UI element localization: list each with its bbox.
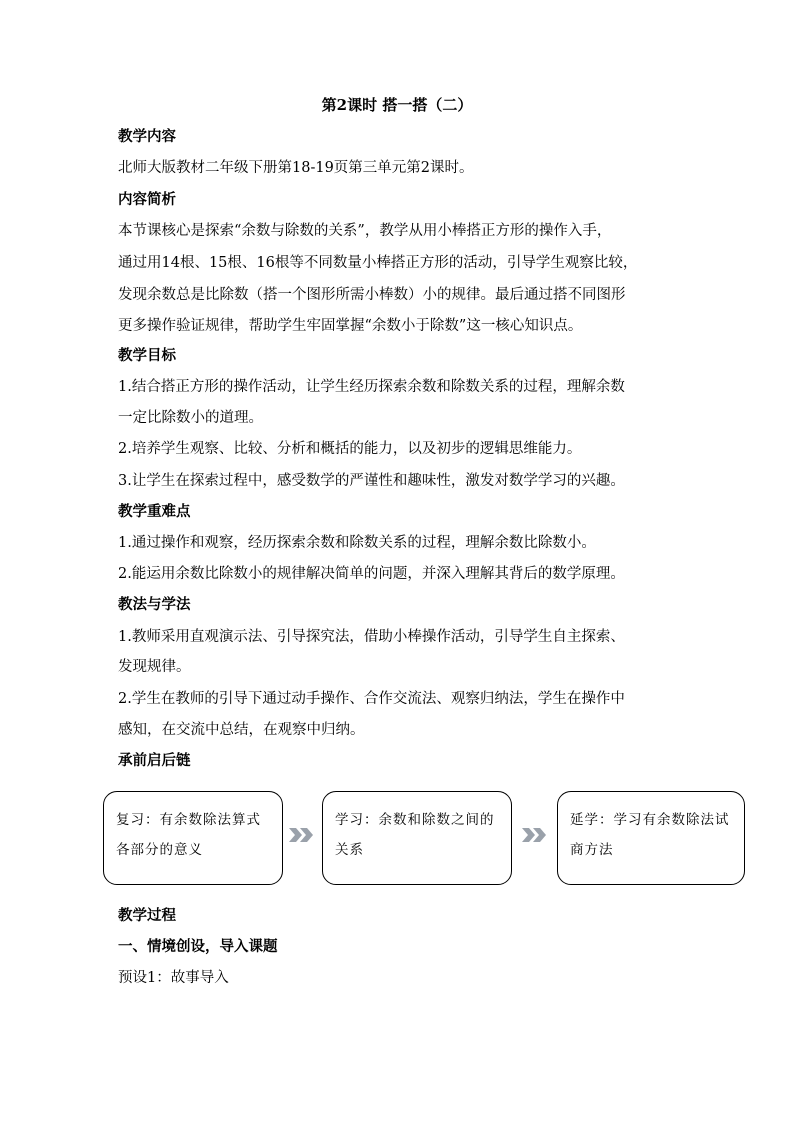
analysis-line: 本节课核心是探索“余数与除数的关系”，教学从用小棒搭正方形的操作入手， <box>118 223 612 239</box>
goals-line: 1.结合搭正方形的操作活动，让学生经历探索余数和除数关系的过程，理解余数 <box>118 379 625 395</box>
double-chevron-right-icon <box>287 823 317 847</box>
chain-box-extend: 延学：学习有余数除法试商方法 <box>557 791 745 885</box>
goals-line: 2.培养学生观察、比较、分析和概括的能力，以及初步的逻辑思维能力。 <box>118 441 582 457</box>
process-subheading: 一、情境创设，导入课题 <box>118 938 278 955</box>
chain-box-review: 复习：有余数除法算式各部分的意义 <box>103 791 283 885</box>
section-heading-goals: 教学目标 <box>118 347 176 364</box>
section-heading-keypoints: 教学重难点 <box>118 503 191 520</box>
section-heading-methods: 教法与学法 <box>118 596 191 613</box>
chain-box-learn: 学习：余数和除数之间的关系 <box>322 791 512 885</box>
section-heading-content: 教学内容 <box>118 128 176 145</box>
section-heading-analysis: 内容简析 <box>118 191 176 208</box>
goals-line: 一定比除数小的道理。 <box>118 410 263 426</box>
analysis-line: 更多操作验证规律，帮助学生牢固掌握“余数小于除数”这一核心知识点。 <box>118 318 583 334</box>
content-text: 北师大版教材二年级下册第18-19页第三单元第2课时。 <box>118 160 474 176</box>
goals-line: 3.让学生在探索过程中，感受数学的严谨性和趣味性，激发对数学学习的兴趣。 <box>118 473 625 489</box>
section-heading-process: 教学过程 <box>118 907 176 924</box>
analysis-line: 通过用14根、15根、16根等不同数量小棒搭正方形的活动，引导学生观察比较， <box>118 255 638 271</box>
double-chevron-right-icon <box>520 823 550 847</box>
methods-line: 1.教师采用直观演示法、引导探究法，借助小棒操作活动，引导学生自主探索、 <box>118 629 625 645</box>
page-title: 第2课时 搭一搭（二） <box>321 96 473 114</box>
section-heading-chain: 承前启后链 <box>118 752 191 769</box>
methods-line: 发现规律。 <box>118 659 191 675</box>
methods-line: 2.学生在教师的引导下通过动手操作、合作交流法、观察归纳法，学生在操作中 <box>118 691 625 707</box>
keypoints-line: 1.通过操作和观察，经历探索余数和除数关系的过程，理解余数比除数小。 <box>118 535 596 551</box>
methods-line: 感知，在交流中总结，在观察中归纳。 <box>118 722 365 738</box>
keypoints-line: 2.能运用余数比除数小的规律解决简单的问题，并深入理解其背后的数学原理。 <box>118 566 625 582</box>
process-text: 预设1：故事导入 <box>118 970 229 986</box>
analysis-line: 发现余数总是比除数（搭一个图形所需小棒数）小的规律。最后通过搭不同图形 <box>118 287 626 303</box>
